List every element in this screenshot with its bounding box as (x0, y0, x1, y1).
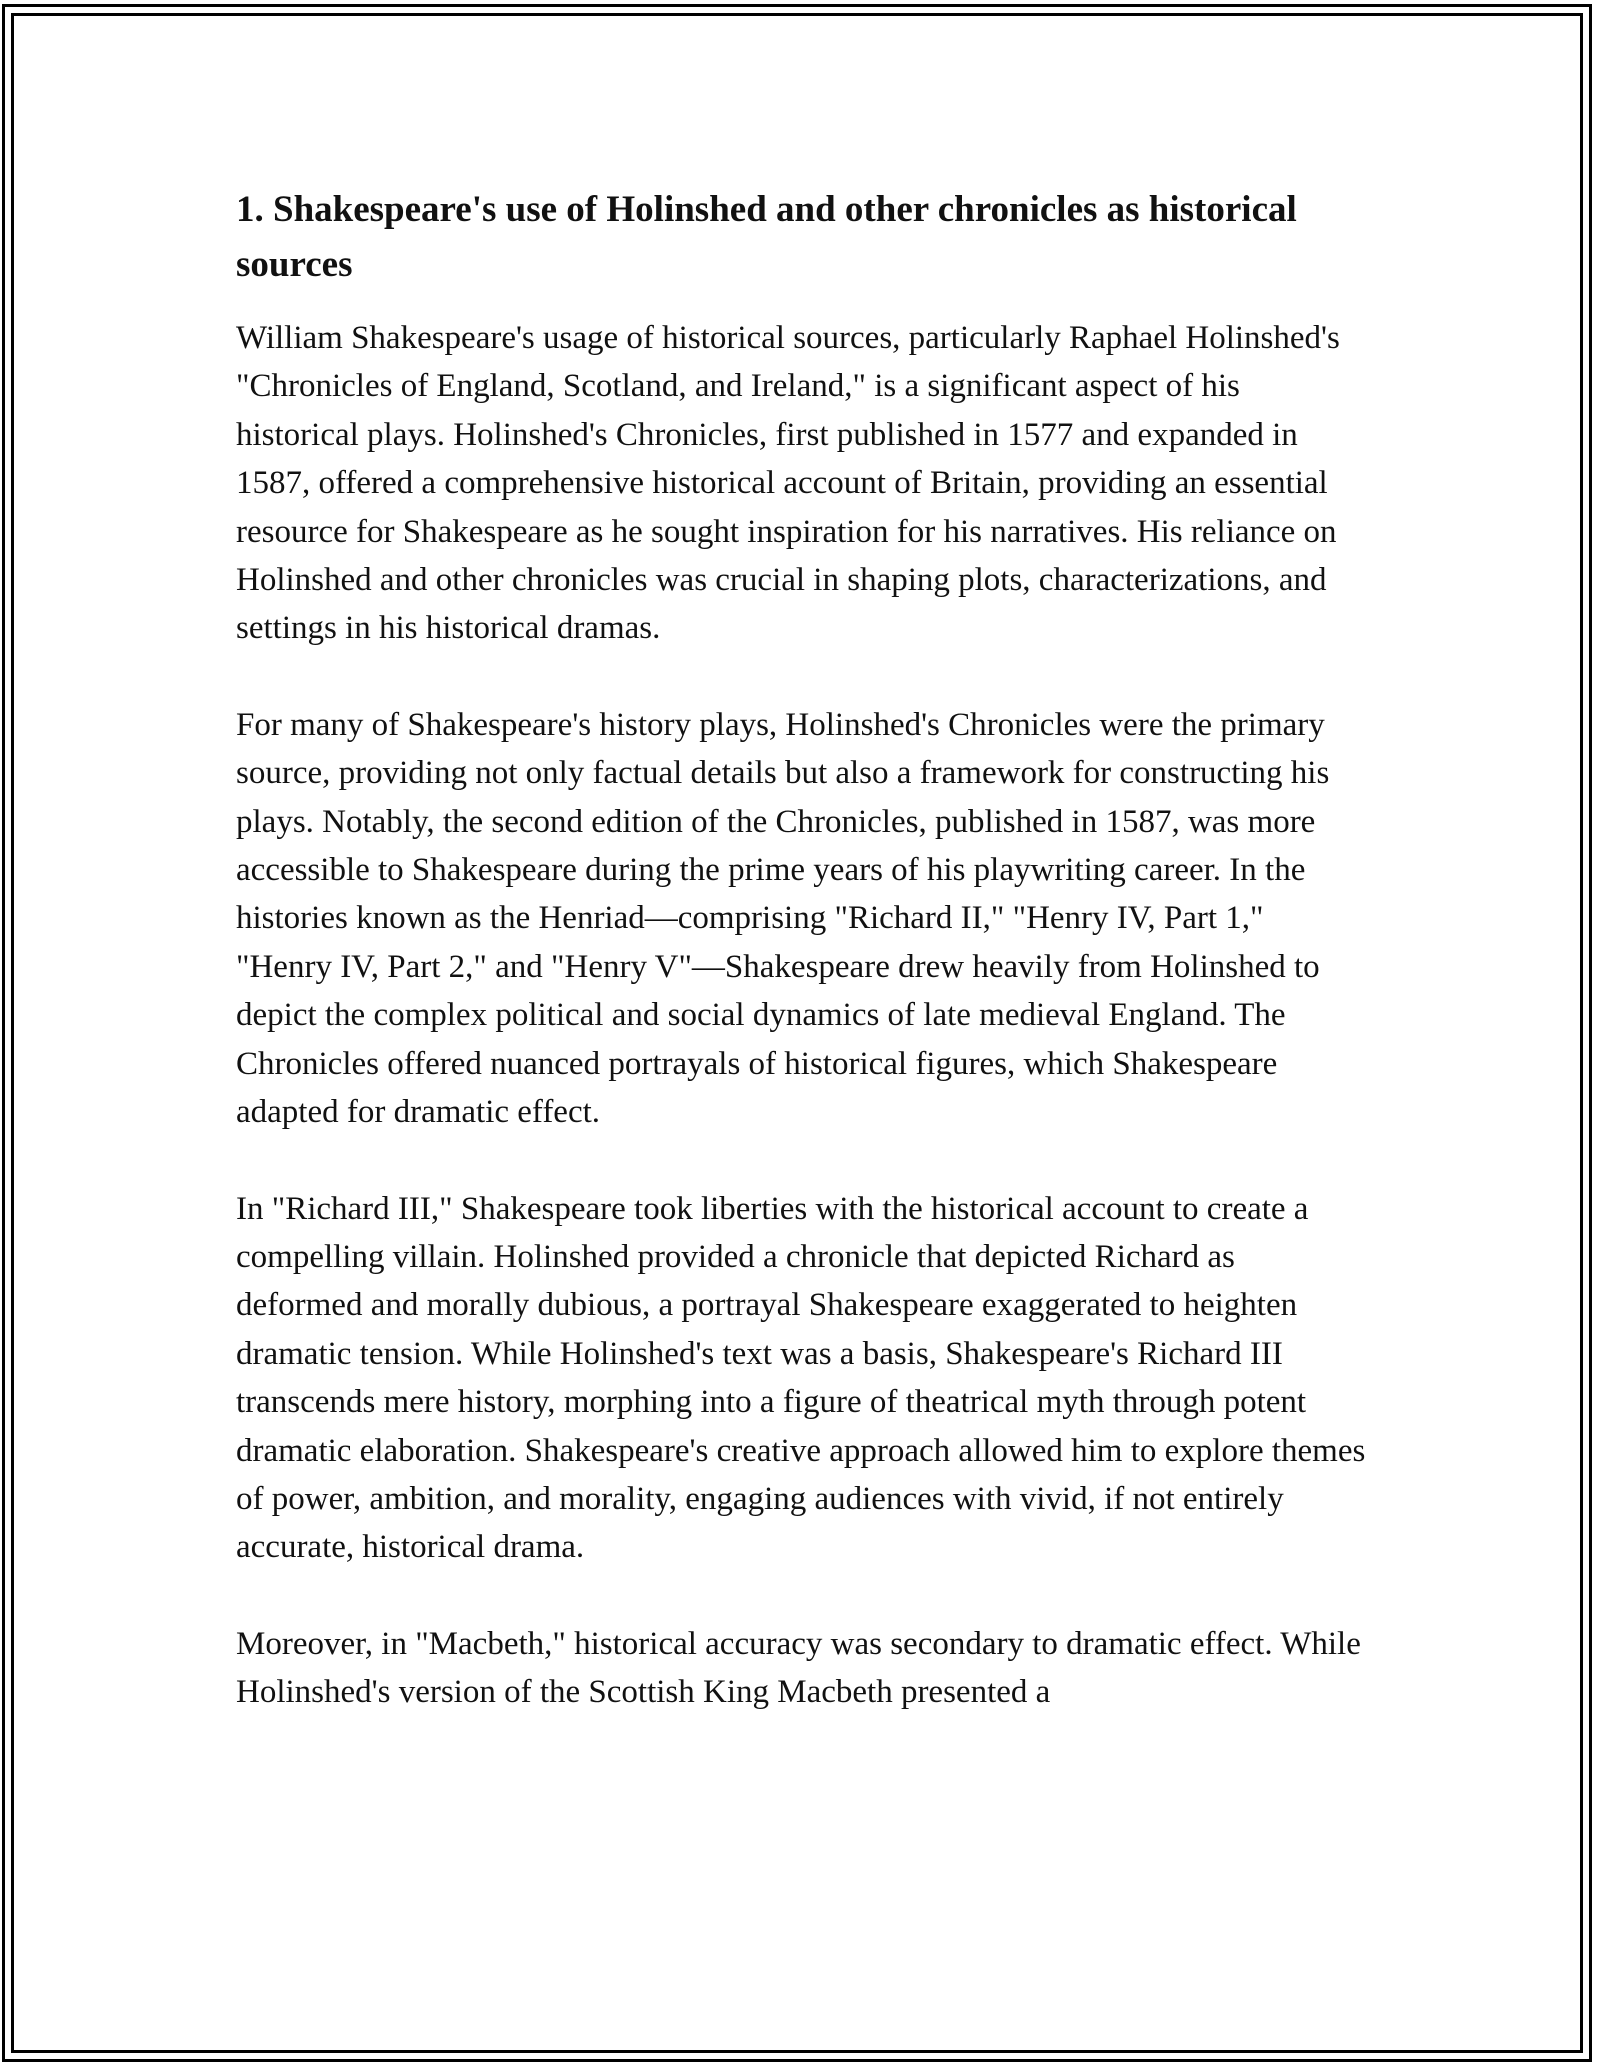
paragraph-3: In "Richard III," Shakespeare took liberties with the historical account to create a compelling villain. Holinshed provided a chronicle that depicted Richard as deformed and morally dubious, a portrayal Shakespeare exaggerated to heighten dramatic tension. While Holinshed's text was a basis, Shakespeare's Richard III transcends mere history, morphing into a figure of theatrical myth through potent dramatic elaboration. Shakespeare's creative approach allowed him to explore themes of power, ambition, and morality, engaging audiences with vivid, if not entirely accurate, historical drama. (236, 1190, 1366, 1566)
paragraph-1: William Shakespeare's usage of historical sources, particularly Raphael Holinshed's "Chronicles of England, Scotland, and Ireland," is a significant aspect of his historical plays. Holinshed's Chronicles, first published in 1577 and expanded in 1587, offered a comprehensive historical account of Britain, providing an essential resource for Shakespeare as he sought inspiration for his narratives. His reliance on Holinshed and other chronicles was crucial in shaping plots, characterizations, and settings in his historical dramas. (236, 320, 1340, 647)
paragraph-2: For many of Shakespeare's history plays, Holinshed's Chronicles were the primary source, providing not only factual details but also a framework for constructing his plays. Notably, the second edition of the Chronicles, published in 1587, was more accessible to Shakespeare during the prime years of his playwriting career. In the histories known as the Henriad—comprising "Richard II," "Henry IV, Part 1," "Henry IV, Part 2," and "Henry V"—Shakespeare drew heavily from Holinshed to depict the complex political and social dynamics of late medieval England. The Chronicles offered nuanced portrayals of historical figures, which Shakespeare adapted for dramatic effect. (236, 706, 1330, 1131)
document-body (236, 182, 1366, 1765)
section-heading: 1. Shakespeare's use of Holinshed and other chronicles as historical sources (236, 189, 1297, 285)
paragraph-4: Moreover, in "Macbeth," historical accuracy was secondary to dramatic effect. While Holinshed's version of the Scottish King Macbeth presented a (236, 1625, 1361, 1711)
